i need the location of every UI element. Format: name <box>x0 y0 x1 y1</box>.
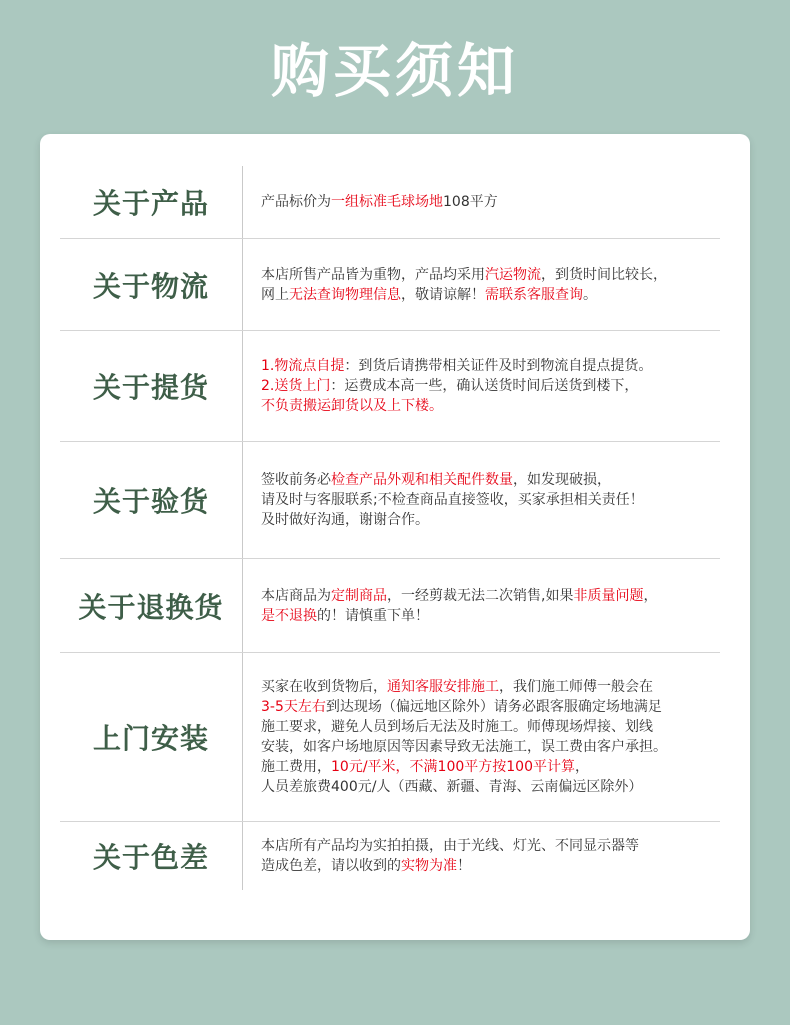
section-heading: 关于物流 <box>92 269 209 303</box>
text-line <box>261 737 716 757</box>
section-heading: 上门安装 <box>92 722 209 755</box>
body-text: 的！请慎重下单！ <box>317 607 429 624</box>
section-product <box>60 166 720 239</box>
text-line <box>261 777 716 797</box>
body-text: 安装，如客户场地原因等因素导致无法施工，误工费由客户承担。 <box>261 739 667 755</box>
highlight-text: 1.物流点自提 <box>261 358 345 374</box>
notice-card <box>40 134 750 940</box>
section-body <box>243 265 720 305</box>
section-body <box>243 470 720 530</box>
highlight-text: 检查产品外观和相关配件数量 <box>331 472 513 488</box>
section-body <box>243 677 720 797</box>
text-line <box>261 510 716 530</box>
highlight-text: 3-5天左右 <box>261 699 326 715</box>
body-text: 施工费用， <box>261 759 331 775</box>
text-line <box>261 586 716 606</box>
section-body <box>243 192 720 212</box>
body-text: ， <box>574 759 589 775</box>
section-returns <box>60 559 720 653</box>
section-heading: 关于退换货 <box>78 590 224 624</box>
body-text: 请及时与客服联系;不检查商品直接签收，买家承担相关责任！ <box>261 492 644 508</box>
body-text: ，一经剪裁无法二次销售,如果 <box>387 587 574 604</box>
highlight-text: 定制商品 <box>331 587 387 604</box>
body-text: 施工要求，避免人员到场后无法及时施工。师傅现场焊接、划线 <box>261 719 653 735</box>
text-line <box>261 856 716 876</box>
body-text: ， <box>643 587 658 604</box>
body-text: 到达现场（偏远地区除外）请务必跟客服确定场地满足 <box>325 699 662 715</box>
section-pickup <box>60 331 720 442</box>
body-text: 人员差旅费400元/人（西藏、新疆、青海、云南偏远区除外） <box>261 779 643 795</box>
section-heading: 关于提货 <box>92 371 209 404</box>
body-text: 买家在收到货物后， <box>261 679 387 695</box>
section-installation <box>60 653 720 822</box>
highlight-text: 不负责搬运卸货以及上下楼。 <box>261 398 443 414</box>
text-line <box>261 757 716 777</box>
body-text: ：运费成本高一些，确认送货时间后送货到楼下， <box>330 378 639 394</box>
body-text: 造成色差，请以收到的 <box>261 858 401 874</box>
text-line <box>261 192 716 212</box>
body-text: 签收前务必 <box>261 472 331 488</box>
section-logistics <box>60 239 720 331</box>
section-body <box>243 836 720 876</box>
body-text: ，如发现破损， <box>513 472 611 488</box>
section-heading: 关于验货 <box>92 485 209 518</box>
highlight-text: 是不退换 <box>261 607 317 624</box>
highlight-text: 2.送货上门 <box>261 378 331 394</box>
text-line <box>261 490 716 510</box>
section-body <box>243 586 720 626</box>
text-line <box>261 697 716 717</box>
text-line <box>261 470 716 490</box>
highlight-text: 非质量问题 <box>573 587 644 604</box>
body-text: 本店所有产品均为实拍拍摄，由于光线、灯光、不同显示器等 <box>261 838 639 854</box>
highlight-text: 无法查询物理信息 <box>289 286 401 303</box>
body-text: 本店所售产品皆为重物，产品均采用 <box>261 266 485 283</box>
body-text: 108平方 <box>443 194 498 210</box>
highlight-text: 一组标准毛球场地 <box>331 194 443 210</box>
text-line <box>261 376 716 396</box>
text-line <box>261 677 716 697</box>
highlight-text: 10元/平米，不满100平方按100平计算 <box>331 759 575 775</box>
section-body <box>243 356 720 416</box>
text-line <box>261 285 716 305</box>
body-text: ，我们施工师傅一般会在 <box>499 679 653 695</box>
section-inspection <box>60 442 720 559</box>
text-line <box>261 356 716 376</box>
section-heading: 关于色差 <box>92 841 209 874</box>
highlight-text: 汽运物流 <box>485 266 541 283</box>
text-line <box>261 606 716 626</box>
text-line <box>261 717 716 737</box>
body-text: 。 <box>583 286 597 303</box>
body-text: ，到货时间比较长， <box>541 266 667 283</box>
body-text: 产品标价为 <box>261 194 331 210</box>
body-text: ！ <box>457 858 471 874</box>
highlight-text: 通知客服安排施工 <box>387 679 499 695</box>
text-line <box>261 265 716 285</box>
page-title: 购买须知 <box>270 37 519 105</box>
highlight-text: 实物为准 <box>401 858 457 874</box>
body-text: ，敬请谅解！ <box>401 286 485 303</box>
body-text: 网上 <box>261 286 289 303</box>
highlight-text: 需联系客服查询 <box>485 286 583 303</box>
section-color-difference <box>60 822 720 890</box>
body-text: 及时做好沟通，谢谢合作。 <box>261 512 429 528</box>
body-text: 本店商品为 <box>261 587 331 604</box>
text-line <box>261 396 716 416</box>
text-line <box>261 836 716 856</box>
body-text: ：到货后请携带相关证件及时到物流自提点提货。 <box>344 358 653 374</box>
section-heading: 关于产品 <box>92 187 209 220</box>
